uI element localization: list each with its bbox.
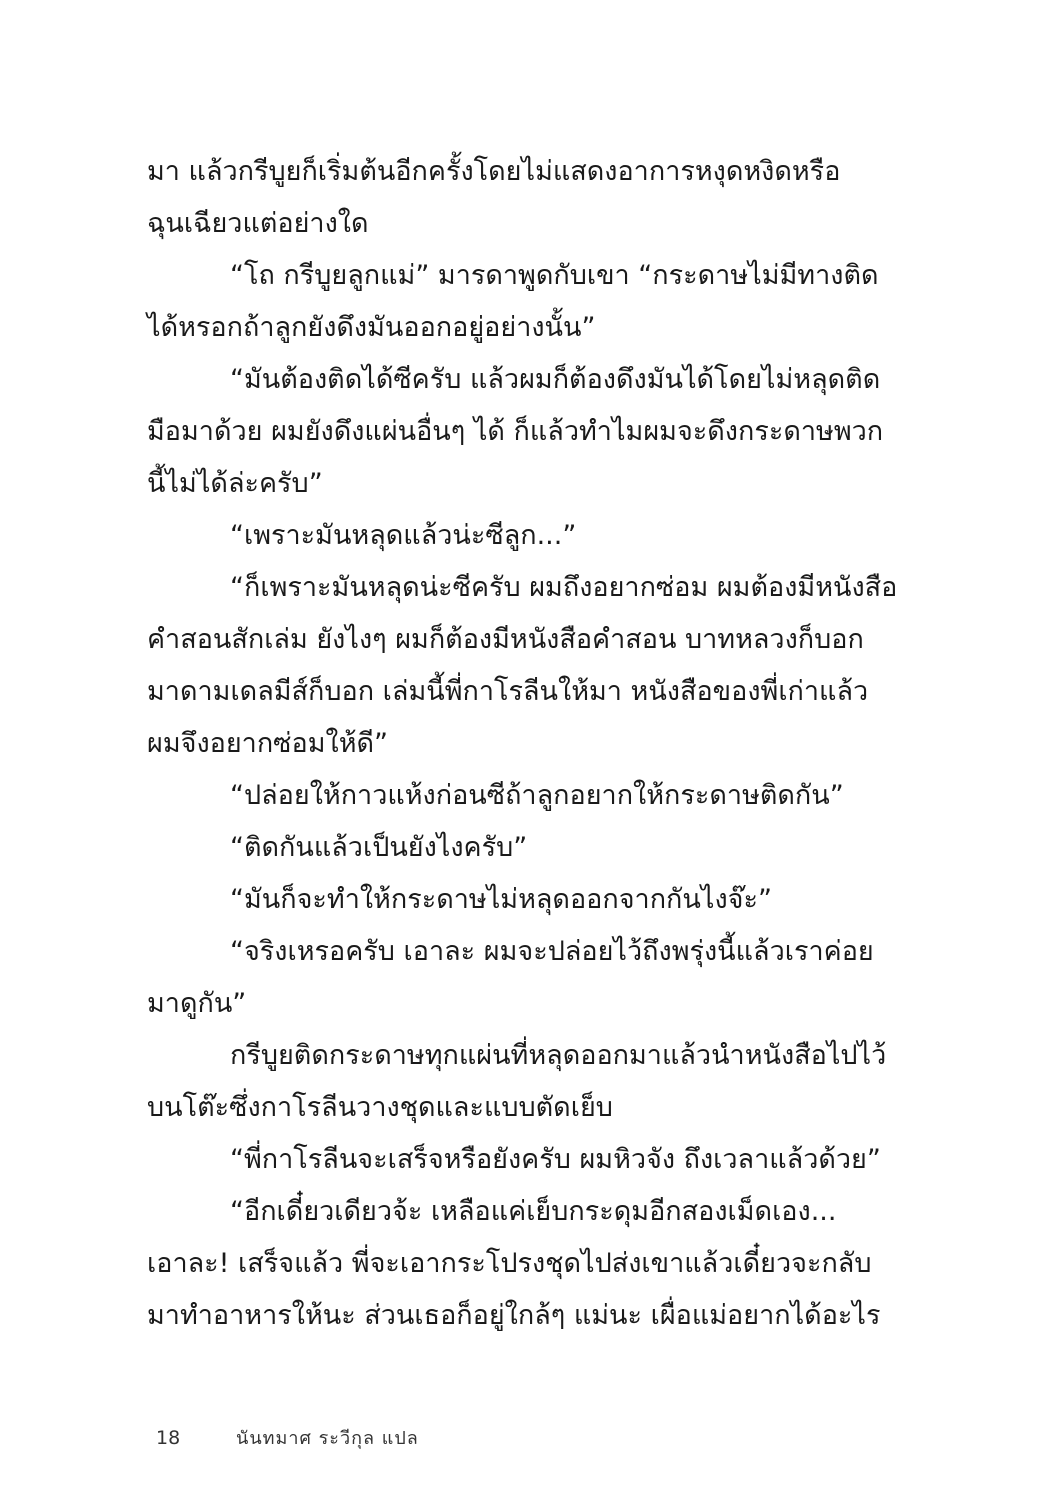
running-head: นันทมาศ ระวีกุล แปล <box>236 1428 419 1449</box>
text-line: “ก็เพราะมันหลุดน่ะซีครับ ผมถึงอยากซ่อม ผมต้องมีหนังสือ <box>230 572 898 603</box>
text-line: “ติดกันแล้วเป็นยังไงครับ” <box>230 832 528 863</box>
page-footer <box>156 1424 419 1452</box>
text-line: “มันก็จะทำให้กระดาษไม่หลุดออกจากกันไงจ๊ะ” <box>230 884 772 915</box>
text-line: ฉุนเฉียวแต่อย่างใด <box>147 208 369 239</box>
text-line: “ปล่อยให้กาวแห้งก่อนซีถ้าลูกอยากให้กระดาษติดกัน” <box>230 780 844 811</box>
text-line: “โถ กรีบูยลูกแม่” มารดาพูดกับเขา “กระดาษไม่มีทางติด <box>230 260 879 291</box>
body-text <box>147 146 907 1342</box>
text-line: มาทำอาหารให้นะ ส่วนเธอก็อยู่ใกล้ๆ แม่นะ เผื่อแม่อยากได้อะไร <box>147 1300 881 1331</box>
text-line: มาดูกัน” <box>147 988 247 1019</box>
text-line: “เพราะมันหลุดแล้วน่ะซีลูก...” <box>230 520 577 551</box>
text-line: “อีกเดี๋ยวเดียวจ้ะ เหลือแค่เย็บกระดุมอีกสองเม็ดเอง... <box>230 1196 837 1227</box>
text-line: นี้ไม่ได้ล่ะครับ” <box>147 468 323 499</box>
text-line: กรีบูยติดกระดาษทุกแผ่นที่หลุดออกมาแล้วนำหนังสือไปไว้ <box>230 1040 887 1071</box>
page-number: 18 <box>156 1427 181 1449</box>
text-line: “พี่กาโรลีนจะเสร็จหรือยังครับ ผมหิวจัง ถึงเวลาแล้วด้วย” <box>230 1144 881 1175</box>
text-line: มือมาด้วย ผมยังดึงแผ่นอื่นๆ ได้ ก็แล้วทำไมผมจะดึงกระดาษพวก <box>147 416 884 447</box>
text-line: บนโต๊ะซึ่งกาโรลีนวางชุดและแบบตัดเย็บ <box>147 1092 613 1123</box>
text-line: ได้หรอกถ้าลูกยังดึงมันออกอยู่อย่างนั้น” <box>147 312 596 343</box>
text-line: “มันต้องติดได้ซีครับ แล้วผมก็ต้องดึงมันได้โดยไม่หลุดติด <box>230 364 881 395</box>
text-line: “จริงเหรอครับ เอาละ ผมจะปล่อยไว้ถึงพรุ่งนี้แล้วเราค่อย <box>230 936 874 967</box>
text-line: มาดามเดลมีส์ก็บอก เล่มนี้พี่กาโรลีนให้มา หนังสือของพี่เก่าแล้ว <box>147 676 869 707</box>
text-line: เอาละ! เสร็จแล้ว พี่จะเอากระโปรงชุดไปส่งเขาแล้วเดี๋ยวจะกลับ <box>147 1248 872 1279</box>
text-line: คำสอนสักเล่ม ยังไงๆ ผมก็ต้องมีหนังสือคำสอน บาทหลวงก็บอก <box>147 624 864 655</box>
text-line: ผมจึงอยากซ่อมให้ดี” <box>147 728 389 759</box>
text-line: มา แล้วกรีบูยก็เริ่มต้นอีกครั้งโดยไม่แสดงอาการหงุดหงิดหรือ <box>147 156 841 187</box>
